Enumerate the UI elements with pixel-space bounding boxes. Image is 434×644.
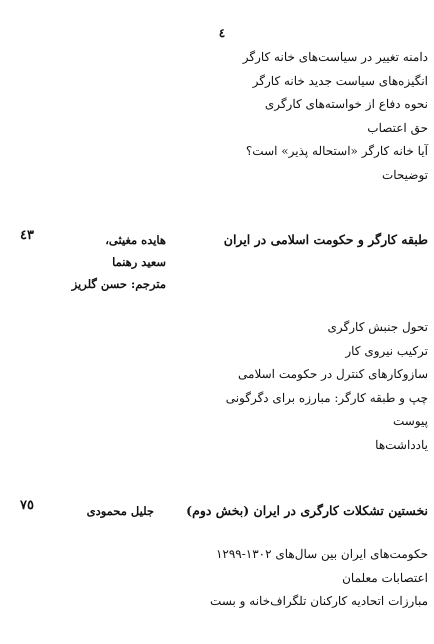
intro-item-list xyxy=(243,46,428,187)
section-title: طبقه کارگر و حکومت اسلامی در ایران xyxy=(223,232,428,247)
page-number: ٤ xyxy=(218,26,226,40)
list-item: یادداشت‌ها xyxy=(375,437,428,452)
list-item: حکومت‌های ایران بین سال‌های ۱۳۰۲-۱۲۹۹ xyxy=(215,547,428,561)
section-author xyxy=(87,500,154,522)
section-page-number: ٤٣ xyxy=(20,228,34,243)
author-name: جلیل محمودی xyxy=(86,504,154,518)
list-item: پیوست xyxy=(393,414,428,428)
list-item: مبارزات اتحادیه کارکنان تلگراف‌خانه و بست xyxy=(210,594,428,608)
list-item: آیا خانه کارگر «استحاله پذیر» است؟ xyxy=(245,144,428,158)
list-item: توضیحات xyxy=(381,167,428,182)
list-item: انگیزه‌های سیاست جدید خانه کارگر xyxy=(252,73,428,88)
section-page-number: ٧٥ xyxy=(20,498,34,513)
list-item: اعتصابات معلمان xyxy=(342,570,428,585)
section-title: نخستین تشکلات کارگری در ایران (بخش دوم) xyxy=(186,503,428,518)
list-item: تحول جنبش کارگری xyxy=(327,320,428,334)
author-name: هایده مغیثی، xyxy=(105,233,166,247)
list-item: ترکیب نیروی کار xyxy=(345,343,428,358)
list-item: سازوکارهای کنترل در حکومت اسلامی xyxy=(238,367,428,381)
section-item-list xyxy=(210,543,428,614)
list-item: نحوه دفاع از خواسته‌های کارگری xyxy=(264,97,428,111)
section-authors xyxy=(72,229,166,295)
list-item: دامنه تغییر در سیاست‌های خانه کارگر xyxy=(242,50,428,64)
section-item-list xyxy=(226,316,428,457)
list-item: حق اعتصاب xyxy=(367,120,428,135)
author-name: سعید رهنما xyxy=(112,255,166,269)
translator-name: مترجم: حسن گلریز xyxy=(71,277,166,291)
list-item: چپ و طبقه کارگر: مبارزه برای دگرگونی xyxy=(225,390,428,405)
